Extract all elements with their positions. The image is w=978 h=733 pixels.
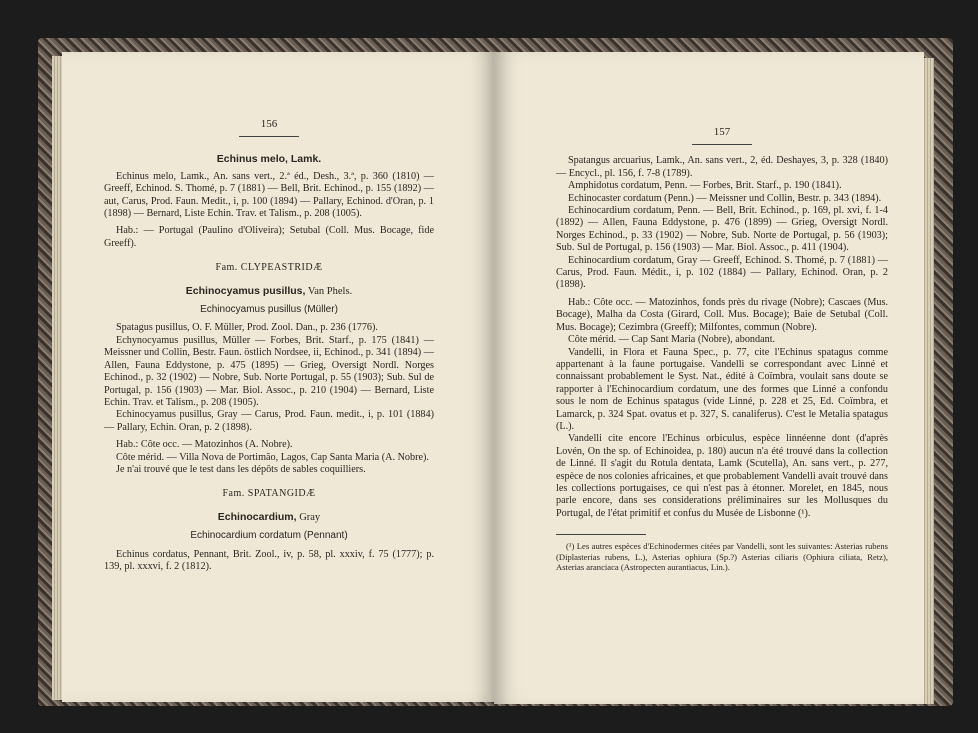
left-page bbox=[62, 52, 494, 702]
paragraph: Vandelli cite encore l'Echinus orbiculus, espèce linnéenne dont (d'après Lovén, On the sp. of Echinoidea, p. 180) aucun n'a été trouvé dans la collection de Linné. Il s'agit du Rotula dentata, Lamk (Scutella), An. sans vert., p. 277, espèce de nos colonies africaines, et que probablement Vandelli avait trouvé dans les collections portugaises, ce qui n'est pas à étonner. Morelet, en 1845, nous parle encore, dans ses considerations préliminaires sur les Mollusques du Portugal, de l'état primitif et confus du Musée de Lisbonne (¹). bbox=[556, 433, 888, 519]
paragraph: Echinus cordatus, Pennant, Brit. Zool., iv, p. 58, pl. xxxiv, f. 75 (1777); p. 139, pl. xxxvi, f. 2 (1812). bbox=[104, 548, 434, 572]
paragraph: Hab.: Côte occ. — Matozinhos, fonds près du rivage (Nobre); Cascaes (Mus. Bocage), Malha da Costa (Girard, Coll. Mus. Bocage); Baie de Setubal (Coll. Mus. Bocage); Cezimbra (Greeff); Milfontes, commun (Nobre). bbox=[556, 296, 888, 333]
paragraph: Echinocaster cordatum (Penn.) — Meissner und Collin, Bestr. p. 343 (1894). bbox=[568, 192, 882, 204]
paragraph: Hab.: — Portugal (Paulino d'Oliveira); Setubal (Coll. Mus. Bocage, fide Greeff). bbox=[104, 225, 434, 249]
subheading: Echinocardium cordatum (Pennant) bbox=[190, 530, 348, 542]
paragraph: Echynocyamus pusillus, Müller — Forbes, Brit. Starf., p. 175 (1841) — Meissner und Collin, Bestr. Faun. östlich Nordsee, ii, Echinod., p. 341 (1894) — Allen, Fauna Eddystone, p. 475 (1895) — Grieg, Oversigt Nordl. Norges Echinod., p. 32 (1902) — Nobre, Sub. Norte Portugal, p. 55 (1903); Sub. Sul de Portugal, p. 156 (1903) — Mar. Biol. Assoc., p. 210 (1904) — Bernard, Liste Echin. Trav. et Talism., p. 208 (1905). bbox=[104, 334, 434, 408]
divider bbox=[239, 136, 299, 137]
heading: Echinus melo, Lamk. bbox=[216, 153, 322, 166]
left-text bbox=[104, 118, 434, 573]
paragraph: Echinocyamus pusillus, Gray — Carus, Prod. Faun. medit., i, p. 101 (1884) — Pallary, Echin. Oran, p. 2 (1898). bbox=[104, 409, 434, 433]
paragraph: Echinocardium cordatum, Penn. — Bell, Brit. Echinod., p. 169, pl. xvi, f. 1-4 (1892) — Allen, Fauna Eddystone, p. 476 (1899) — Grieg, Oversigt Nordl. Norges Echinod., p. 33 (1902) — Nobre, Sub. Norte de Portugal, p. 56 (1903); Sub. Sul de Portugal, p. 156 (1903) — Mar. Biol. Assoc., p. 411 (1904). bbox=[556, 205, 888, 254]
right-text bbox=[556, 126, 888, 572]
paragraph: Vandelli, in Flora et Fauna Spec., p. 77, cite l'Echinus spatagus comme appartenant à la faune portugaise. Vandelli se correspondant avec Linné et connaissant probablement le Syst. Nat., édité à Coïmbra, voulait sans doute se rapporter à l'Echinocardium cordatum, une des formes que Linné a confondu sous le nom de Echinus spatagus (vide Linné, p. 228 et 25, Ed. Coïmbra, et Lamarck, p. 324 Spat. ovatus et p. 327, S. canaliferus). C'est le Metalia spatagus (L.). bbox=[556, 346, 888, 432]
paragraph: Echinocardium cordatum, Gray — Greeff, Echinod. S. Thomé, p. 7 (1881) — Carus, Prod. Faun. Médit., i, p. 102 (1884) — Pallary, Echinod. Oran, p. 2 (1898). bbox=[556, 254, 888, 291]
page-number: 156 bbox=[260, 118, 278, 130]
paragraph: Côte mérid. — Villa Nova de Portimão, Lagos, Cap Santa Maria (A. Nobre). bbox=[116, 451, 429, 463]
page-number: 157 bbox=[713, 126, 731, 138]
footnote: (¹) Les autres espèces d'Echinodermes citées par Vandelli, sont les suivantes: Asterias rubens (Diplasterias rubens, L.), Asterias ophiura (Sp.?) Asterias ciliaris (Ophiura ciliata, Retz), Asterias aranciaca (Astropecten aurantiacus, Lin.). bbox=[556, 541, 888, 572]
paragraph: Echinus melo, Lamk., An. sans vert., 2.ª éd., Desh., 3.ª, p. 360 (1810) — Greeff, Echinod. S. Thomé, p. 7 (1881) — Bell, Brit. Echinod., p. 155 (1892) — aut, Carus, Prod. Faun. Medit., i, p. 100 (1894) — Pallary, Echinod. d'Oran, p. 1 (1898) — Bernard, Liste Echin. Trav. et Talism., p. 208 (1005). bbox=[104, 170, 434, 220]
right-page bbox=[494, 52, 924, 704]
paragraph: Spatagus pusillus, O. F. Müller, Prod. Zool. Dan., p. 236 (1776). bbox=[116, 322, 378, 334]
family-heading: Fam. SPATANGIDÆ bbox=[222, 488, 316, 500]
subheading: Echinocyamus pusillus (Müller) bbox=[200, 304, 338, 316]
paragraph: Je n'ai trouvé que le test dans les dépôts de sables coquilliers. bbox=[116, 463, 366, 475]
heading: Echinocardium, Gray bbox=[217, 510, 321, 523]
paragraph: Spatangus arcuarius, Lamk., An. sans vert., 2, éd. Deshayes, 3, p. 328 (1840) — Encycl., pl. 156, f. 7-8 (1789). bbox=[556, 155, 888, 179]
family-heading: Fam. CLYPEASTRIDÆ bbox=[215, 262, 323, 274]
footnote-divider bbox=[556, 534, 646, 535]
paragraph: Côte mérid. — Cap Sant Maria (Nobre), abondant. bbox=[568, 334, 776, 346]
paragraph: Amphidotus cordatum, Penn. — Forbes, Brit. Starf., p. 190 (1841). bbox=[568, 180, 842, 192]
divider bbox=[692, 144, 752, 145]
paragraph: Hab.: Côte occ. — Matozinhos (A. Nobre). bbox=[116, 439, 293, 451]
heading: Echinocyamus pusillus, Van Phels. bbox=[185, 284, 353, 297]
